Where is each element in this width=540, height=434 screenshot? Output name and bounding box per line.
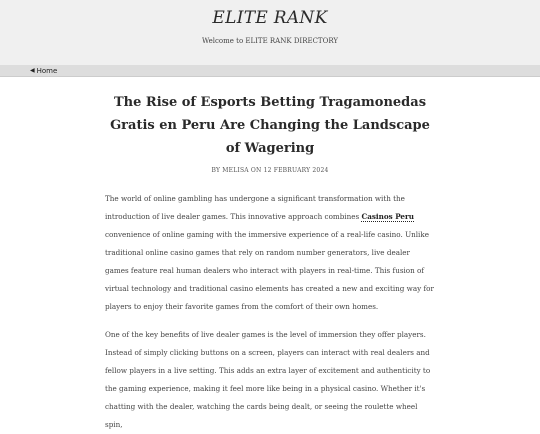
nav-bar [0,65,540,77]
article-body [105,190,435,434]
home-link-label: Home [36,66,58,75]
casinos-peru-link[interactable]: Casinos Peru [361,212,414,221]
site-tagline: Welcome to ELITE RANK DIRECTORY [201,37,339,45]
article-paragraph [105,190,435,316]
paragraph-text: convenience of online gaming with the immersive experience of a real-life casino. Unlike traditional online casino games that rely on random number generators, live dealer games feature real human dealers who interact with players in real-time. This fusion of virtual technology and traditional casino elements has created a new and exciting way for players to enjoy their favorite games from the comfort of their own homes. [105,230,434,311]
site-title[interactable]: ELITE RANK [212,8,328,28]
article-byline: BY MELISA ON 12 FEBRUARY 2024 [211,167,329,174]
site-header [0,0,540,65]
article-main [105,91,435,434]
article-title: The Rise of Esports Betting Tragamonedas Gratis en Peru Are Changing the Landscape of Wagering [110,95,430,156]
left-triangle-icon: ◀ [30,67,35,74]
home-link[interactable] [30,66,57,75]
article-paragraph: One of the key benefits of live dealer games is the level of immersion they offer players. Instead of simply clicking buttons on a screen, players can interact with real dealers and fellow players in a live setting. This adds an extra layer of excitement and authenticity to the gaming experience, making it feel more like being in a physical casino. Whether it's chatting with the dealer, watching the cards being dealt, or seeing the roulette wheel spin, [105,330,431,429]
paragraph-text: The world of online gambling has undergone a significant transformation with the introduction of live dealer games. This innovative approach combines [105,194,405,221]
